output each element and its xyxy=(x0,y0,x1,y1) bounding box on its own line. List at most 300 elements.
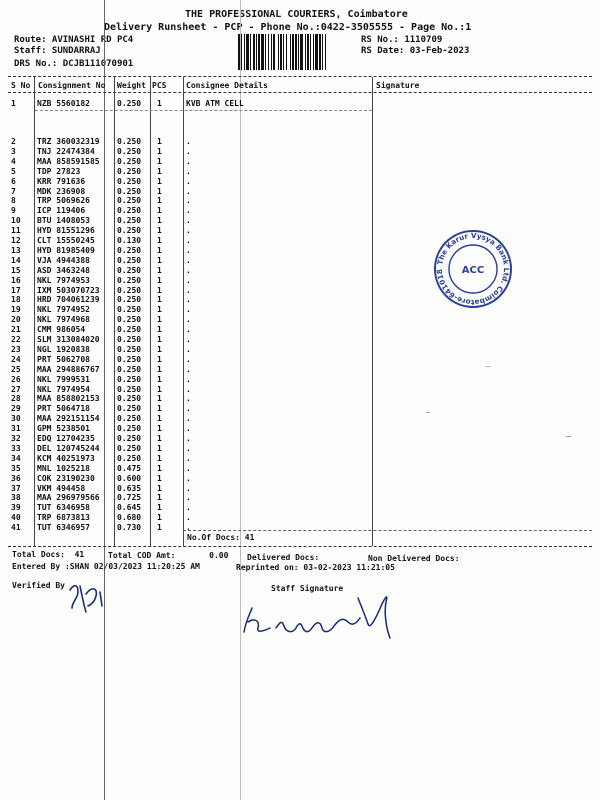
row-weight: 0.250 xyxy=(117,364,142,374)
row-sno: 41 xyxy=(11,523,21,533)
row-sno: 33 xyxy=(11,443,21,453)
row-weight: 0.250 xyxy=(117,424,142,434)
table-row xyxy=(0,513,600,523)
row-weight: 0.250 xyxy=(117,226,142,236)
row-consignment: ICP 119406 xyxy=(37,206,86,216)
row-pcs: 1 xyxy=(157,354,162,364)
row-consignment: MDK 236908 xyxy=(37,186,86,196)
row-consignee-mark: . xyxy=(186,285,191,295)
row-consignment: IXM 503070723 xyxy=(37,285,100,295)
row-pcs: 1 xyxy=(157,374,162,384)
table-row xyxy=(0,335,600,345)
row-weight: 0.250 xyxy=(117,186,142,196)
row-pcs: 1 xyxy=(157,255,162,265)
row-consignee-mark: . xyxy=(186,394,191,404)
barcode-bar xyxy=(261,34,264,70)
table-row xyxy=(0,206,600,216)
row-sno: 32 xyxy=(11,434,21,443)
row-consignment: HYD 81551296 xyxy=(37,226,95,236)
row-weight: 0.250 xyxy=(117,414,142,424)
row-pcs: 1 xyxy=(157,463,162,473)
row-pcs: 1 xyxy=(157,265,162,275)
row-sno: 36 xyxy=(11,473,21,483)
row-consignee-mark: . xyxy=(186,404,191,414)
table-row xyxy=(0,187,600,197)
row-consignment: HRD 704061239 xyxy=(37,295,100,305)
row-consignee-mark: . xyxy=(186,315,191,325)
table-row xyxy=(0,157,600,167)
barcode-bar xyxy=(273,34,275,70)
row-weight: 0.250 xyxy=(117,285,142,295)
row-sno: 2 xyxy=(11,137,16,146)
row-consignee-mark: . xyxy=(186,443,191,453)
row-consignee-mark: . xyxy=(186,473,191,483)
barcode-bar xyxy=(286,34,287,70)
table-row xyxy=(0,365,600,375)
row-sno: 23 xyxy=(11,344,21,354)
row-pcs: 1 xyxy=(157,523,162,533)
row-weight: 0.250 xyxy=(117,453,142,463)
row-weight: 0.250 xyxy=(117,295,142,305)
row-weight: 0.250 xyxy=(117,404,142,414)
row-sno: 34 xyxy=(11,453,21,463)
delivered-docs: Delivered Docs: xyxy=(247,553,320,562)
row-sno: 38 xyxy=(11,493,21,503)
row-weight: 0.250 xyxy=(117,99,142,108)
row-sno: 30 xyxy=(11,414,21,424)
row-sno: 35 xyxy=(11,463,21,473)
row-weight: 0.600 xyxy=(117,473,142,483)
table-row xyxy=(0,394,600,404)
row-consignee-mark: . xyxy=(186,463,191,473)
row-consignee-mark: . xyxy=(186,414,191,424)
staff-signature-label: Staff Signature xyxy=(271,584,344,593)
barcode-bar xyxy=(325,34,326,70)
table-row xyxy=(0,325,600,335)
rs-number: RS No.: 1110709 xyxy=(361,35,443,45)
row-consignee-mark: . xyxy=(186,176,191,186)
row-consignee-mark: . xyxy=(186,226,191,236)
row-consignee-mark: . xyxy=(186,325,191,335)
row-weight: 0.250 xyxy=(117,206,142,216)
row-pcs: 1 xyxy=(157,275,162,285)
row-sno: 19 xyxy=(11,305,21,315)
row-weight: 0.250 xyxy=(117,305,142,315)
row-consignee-mark: . xyxy=(186,453,191,463)
barcode xyxy=(238,34,356,70)
row-sno: 29 xyxy=(11,404,21,414)
row-pcs: 1 xyxy=(157,404,162,414)
row-consignment: NGL 1920838 xyxy=(37,344,90,354)
row-weight: 0.250 xyxy=(117,335,142,344)
row-consignee: KVB ATM CELL xyxy=(186,99,244,108)
barcode-bar xyxy=(265,34,266,70)
row-consignment: PRT 5064718 xyxy=(37,404,90,414)
barcode-bar xyxy=(256,34,257,70)
row-sno: 12 xyxy=(11,236,21,245)
table-row xyxy=(0,375,600,385)
row-consignee-mark: . xyxy=(186,354,191,364)
row-divider xyxy=(35,110,372,111)
row-consignment: TRP 6873813 xyxy=(37,513,90,523)
table-row xyxy=(0,474,600,484)
row-consignee-mark: . xyxy=(186,305,191,315)
row-consignment: VKM 494458 xyxy=(37,483,86,493)
row-consignment: KCM 40251973 xyxy=(37,453,95,463)
row-weight: 0.250 xyxy=(117,315,142,325)
table-row xyxy=(0,216,600,226)
row-weight: 0.250 xyxy=(117,275,142,285)
row-sno: 14 xyxy=(11,255,21,265)
verified-by-label: Verified By xyxy=(12,581,65,590)
row-consignment: MNL 1025218 xyxy=(37,463,90,473)
row-pcs: 1 xyxy=(157,513,162,523)
table-row xyxy=(0,167,600,177)
barcode-bar xyxy=(250,34,251,70)
table-row xyxy=(0,454,600,464)
row-weight: 0.725 xyxy=(117,493,142,503)
row-pcs: 1 xyxy=(157,344,162,354)
row-sno: 9 xyxy=(11,206,16,216)
row-consignee-mark: . xyxy=(186,523,191,533)
row-pcs: 1 xyxy=(157,424,162,434)
row-consignment: SLM 313084020 xyxy=(37,335,100,344)
row-consignment: KRR 791636 xyxy=(37,176,86,186)
row-weight: 0.250 xyxy=(117,443,142,453)
row-sno: 27 xyxy=(11,384,21,394)
row-pcs: 1 xyxy=(157,226,162,236)
row-consignment: NKL 7999531 xyxy=(37,374,90,384)
row-pcs: 1 xyxy=(157,176,162,186)
row-consignee-mark: . xyxy=(186,374,191,384)
row-consignment: NKL 7974953 xyxy=(37,275,90,285)
runsheet-title: Delivery Runsheet - PCP - Phone No.:0422-3505555 - Page No.:1 xyxy=(104,22,472,33)
row-pcs: 1 xyxy=(157,364,162,374)
table-row xyxy=(0,493,600,503)
row-consignment: TDP 27823 xyxy=(37,166,81,176)
row-sno: 26 xyxy=(11,374,21,384)
table-row xyxy=(0,355,600,365)
row-consignment: TUT 6346957 xyxy=(37,523,90,533)
table-row xyxy=(0,523,600,533)
row-consignee-mark: . xyxy=(186,186,191,196)
col-pcs: PCS xyxy=(152,81,167,90)
speck xyxy=(486,366,490,367)
barcode-bar xyxy=(253,34,255,70)
barcode-bar xyxy=(300,34,303,70)
total-docs: Total Docs: 41 xyxy=(12,550,85,559)
barcode-bar xyxy=(313,34,314,70)
reprinted-on: Reprinted on: 03-02-2023 11:21:05 xyxy=(236,563,395,572)
barcode-bar xyxy=(258,34,260,70)
row-pcs: 1 xyxy=(157,285,162,295)
footer-divider xyxy=(8,546,592,547)
row-sno: 8 xyxy=(11,196,16,206)
row-consignee-mark: . xyxy=(186,424,191,434)
row-consignee-mark: . xyxy=(186,156,191,166)
row-consignment: NKL 7974954 xyxy=(37,384,90,394)
row-consignee-mark: . xyxy=(186,483,191,493)
row-consignment: GPM 5238501 xyxy=(37,424,90,434)
speck xyxy=(566,436,571,437)
row-pcs: 1 xyxy=(157,99,162,108)
row-consignee-mark: . xyxy=(186,364,191,374)
row-weight: 0.250 xyxy=(117,265,142,275)
row-consignment: EDQ 12704235 xyxy=(37,434,95,443)
row-consignee-mark: . xyxy=(186,206,191,216)
row-consignment: NZB 5560182 xyxy=(37,99,90,108)
row-weight: 0.250 xyxy=(117,146,142,156)
row-weight: 0.645 xyxy=(117,503,142,513)
row-pcs: 1 xyxy=(157,414,162,424)
row-consignee-mark: . xyxy=(186,275,191,285)
row-weight: 0.730 xyxy=(117,523,142,533)
row-consignment: PRT 5062708 xyxy=(37,354,90,364)
col-consignee: Consignee Details xyxy=(186,81,268,90)
row-consignment: TNJ 22474384 xyxy=(37,146,95,156)
row-consignment: VJA 4944388 xyxy=(37,255,90,265)
barcode-bar xyxy=(271,34,272,70)
row-sno: 31 xyxy=(11,424,21,434)
table-row xyxy=(0,147,600,157)
row-weight: 0.250 xyxy=(117,325,142,335)
table-row xyxy=(0,99,600,109)
row-pcs: 1 xyxy=(157,335,162,344)
row-consignment: BTU 1408053 xyxy=(37,216,90,226)
row-consignment: MAA 296979566 xyxy=(37,493,100,503)
table-row xyxy=(0,137,600,147)
docs-divider xyxy=(183,530,592,531)
row-weight: 0.130 xyxy=(117,236,142,245)
row-sno: 40 xyxy=(11,513,21,523)
row-consignment: COK 23190230 xyxy=(37,473,95,483)
row-sno: 4 xyxy=(11,156,16,166)
row-consignment: MAA 294886767 xyxy=(37,364,100,374)
row-sno: 15 xyxy=(11,265,21,275)
row-sno: 17 xyxy=(11,285,21,295)
company-title: THE PROFESSIONAL COURIERS, Coimbatore xyxy=(185,9,408,20)
non-delivered-docs: Non Delivered Docs: xyxy=(368,554,460,563)
row-pcs: 1 xyxy=(157,137,162,146)
rs-date: RS Date: 03-Feb-2023 xyxy=(361,46,470,56)
row-pcs: 1 xyxy=(157,186,162,196)
drs-number: DRS No.: DCJB111070901 xyxy=(14,59,134,69)
row-pcs: 1 xyxy=(157,443,162,453)
verified-by-signature xyxy=(66,576,118,616)
row-consignment: CLT 15550245 xyxy=(37,236,95,245)
col-weight: Weight xyxy=(117,81,146,90)
speck xyxy=(426,412,430,413)
row-weight: 0.250 xyxy=(117,394,142,404)
stamp-ring-text: The Karur Vysya Bank Ltd. Coimbatore-641018 xyxy=(434,230,512,308)
row-weight: 0.250 xyxy=(117,166,142,176)
row-weight: 0.635 xyxy=(117,483,142,493)
row-weight: 0.680 xyxy=(117,513,142,523)
header-divider-bottom xyxy=(8,92,592,93)
row-pcs: 1 xyxy=(157,196,162,206)
row-sno: 5 xyxy=(11,166,16,176)
col-consignment: Consignment No xyxy=(38,81,106,90)
row-weight: 0.250 xyxy=(117,156,142,166)
row-consignment: MAA 292151154 xyxy=(37,414,100,424)
route-label: Route: AVINASHI RD PC4 xyxy=(14,35,134,45)
row-weight: 0.250 xyxy=(117,374,142,384)
row-sno: 25 xyxy=(11,364,21,374)
barcode-bar xyxy=(292,34,294,70)
row-sno: 6 xyxy=(11,176,16,186)
entered-by: Entered By :SHAN 02/03/2023 11:20:25 AM xyxy=(12,562,200,571)
row-sno: 7 xyxy=(11,186,16,196)
row-sno: 24 xyxy=(11,354,21,364)
row-sno: 3 xyxy=(11,146,16,156)
row-consignment: TRP 5069626 xyxy=(37,196,90,206)
row-consignee-mark: . xyxy=(186,295,191,305)
header-divider xyxy=(8,76,592,77)
row-pcs: 1 xyxy=(157,236,162,245)
row-weight: 0.250 xyxy=(117,137,142,146)
table-row xyxy=(0,503,600,513)
row-sno: 28 xyxy=(11,394,21,404)
barcode-bar xyxy=(307,34,309,70)
row-pcs: 1 xyxy=(157,295,162,305)
total-cod: Total COD Amt: 0.00 xyxy=(108,551,229,560)
row-pcs: 1 xyxy=(157,166,162,176)
barcode-bar xyxy=(268,34,269,70)
row-consignee-mark: . xyxy=(186,335,191,344)
row-sno: 22 xyxy=(11,335,21,344)
barcode-bar xyxy=(310,34,311,70)
row-sno: 16 xyxy=(11,275,21,285)
row-consignment: HYD 81985409 xyxy=(37,245,95,255)
table-row xyxy=(0,414,600,424)
row-pcs: 1 xyxy=(157,493,162,503)
row-sno: 11 xyxy=(11,226,21,236)
col-signature: Signature xyxy=(376,81,420,90)
row-pcs: 1 xyxy=(157,503,162,513)
table-row xyxy=(0,404,600,414)
barcode-bar xyxy=(280,34,282,70)
row-pcs: 1 xyxy=(157,216,162,226)
row-sno: 21 xyxy=(11,325,21,335)
row-consignee-mark: . xyxy=(186,137,191,146)
row-consignee-mark: . xyxy=(186,236,191,245)
row-consignment: CMM 986054 xyxy=(37,325,86,335)
barcode-bar xyxy=(322,34,323,70)
row-consignee-mark: . xyxy=(186,434,191,443)
table-row xyxy=(0,434,600,444)
table-row xyxy=(0,315,600,325)
row-consignee-mark: . xyxy=(186,166,191,176)
table-row xyxy=(0,484,600,494)
row-pcs: 1 xyxy=(157,473,162,483)
row-consignee-mark: . xyxy=(186,344,191,354)
row-consignee-mark: . xyxy=(186,493,191,503)
row-sno: 10 xyxy=(11,216,21,226)
row-pcs: 1 xyxy=(157,245,162,255)
stamp-center-text: ACC xyxy=(461,265,485,276)
row-consignee-mark: . xyxy=(186,503,191,513)
row-consignee-mark: . xyxy=(186,146,191,156)
row-consignee-mark: . xyxy=(186,216,191,226)
row-consignee-mark: . xyxy=(186,513,191,523)
barcode-bar xyxy=(244,34,245,70)
row-weight: 0.250 xyxy=(117,255,142,265)
barcode-bar xyxy=(315,34,318,70)
row-weight: 0.250 xyxy=(117,384,142,394)
row-sno: 1 xyxy=(11,99,16,108)
row-consignment: TUT 6346958 xyxy=(37,503,90,513)
row-weight: 0.250 xyxy=(117,434,142,443)
barcode-bar xyxy=(319,34,321,70)
row-sno: 37 xyxy=(11,483,21,493)
row-consignee-mark: . xyxy=(186,245,191,255)
table-row xyxy=(0,424,600,434)
row-sno: 20 xyxy=(11,315,21,325)
bank-stamp xyxy=(432,228,514,310)
row-consignee-mark: . xyxy=(186,265,191,275)
row-weight: 0.250 xyxy=(117,216,142,226)
row-consignee-mark: . xyxy=(186,196,191,206)
row-consignment: DEL 120745244 xyxy=(37,443,100,453)
row-consignee-mark: . xyxy=(186,255,191,265)
barcode-bar xyxy=(241,34,242,70)
row-weight: 0.250 xyxy=(117,245,142,255)
row-consignment: MAA 858802153 xyxy=(37,394,100,404)
row-weight: 0.250 xyxy=(117,176,142,186)
barcode-bar xyxy=(298,34,299,70)
staff-signature xyxy=(236,588,416,648)
row-consignment: NKL 7974968 xyxy=(37,315,90,325)
row-consignment: TRZ 360032319 xyxy=(37,137,100,146)
table-row xyxy=(0,345,600,355)
row-sno: 18 xyxy=(11,295,21,305)
row-pcs: 1 xyxy=(157,315,162,325)
row-consignment: NKL 7974952 xyxy=(37,305,90,315)
table-row xyxy=(0,196,600,206)
row-sno: 13 xyxy=(11,245,21,255)
row-consignment: MAA 858591585 xyxy=(37,156,100,166)
table-row xyxy=(0,385,600,395)
barcode-bar xyxy=(283,34,284,70)
row-pcs: 1 xyxy=(157,384,162,394)
barcode-bar xyxy=(246,34,249,70)
barcode-bar xyxy=(305,34,306,70)
row-pcs: 1 xyxy=(157,146,162,156)
row-consignment: ASD 3463248 xyxy=(37,265,90,275)
row-consignee-mark: . xyxy=(186,384,191,394)
barcode-bar xyxy=(295,34,297,70)
row-pcs: 1 xyxy=(157,434,162,443)
table-row xyxy=(0,177,600,187)
row-weight: 0.250 xyxy=(117,354,142,364)
barcode-bar xyxy=(278,34,279,70)
row-pcs: 1 xyxy=(157,206,162,216)
row-pcs: 1 xyxy=(157,453,162,463)
barcode-bar xyxy=(290,34,291,70)
row-pcs: 1 xyxy=(157,305,162,315)
table-row xyxy=(0,444,600,454)
staff-label: Staff: SUNDARRAJ xyxy=(14,46,101,56)
row-pcs: 1 xyxy=(157,325,162,335)
table-row xyxy=(0,464,600,474)
col-sno: S No xyxy=(11,81,31,90)
row-weight: 0.475 xyxy=(117,463,142,473)
row-weight: 0.250 xyxy=(117,344,142,354)
row-sno: 39 xyxy=(11,503,21,513)
no-of-docs: No.Of Docs: 41 xyxy=(187,533,255,542)
row-pcs: 1 xyxy=(157,483,162,493)
row-pcs: 1 xyxy=(157,394,162,404)
